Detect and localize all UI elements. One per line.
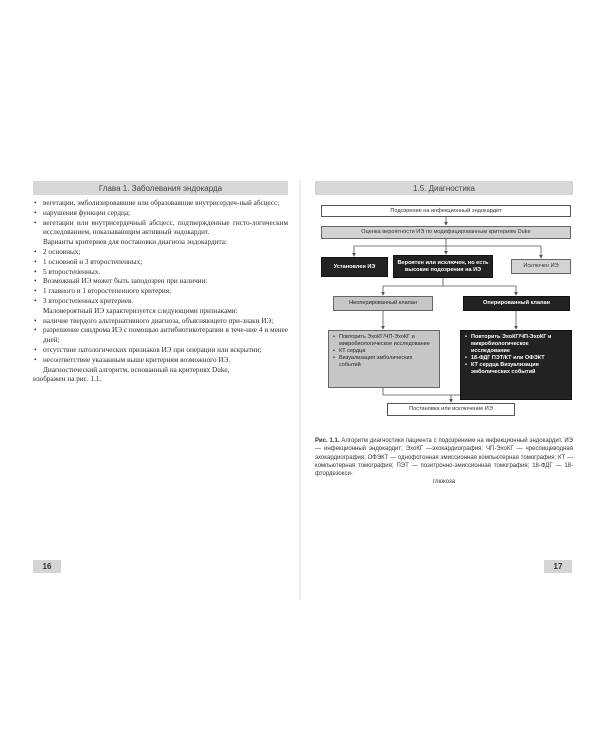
- bullet-text: вегетации или внутрисердечный абсцесс, подтвержденные гисто-логическим исследованием, показывающим активный эндокардит.: [43, 218, 288, 237]
- bullet-item: [33, 326, 288, 346]
- running-header-right: 1.5. Диагностика: [315, 181, 573, 195]
- bullet-marker: •: [34, 199, 37, 207]
- bullet-text: отсутствие патологических признаков ИЭ при операции или вскрытии;: [43, 345, 262, 354]
- arrow-native-list-to-final: [383, 388, 451, 402]
- bullet-marker: •: [34, 287, 37, 296]
- bullet-text: 1 главного и 1 второстепенного критерия;: [43, 287, 172, 296]
- flow-node-final-diagnosis: Постановка или исключение ИЭ: [387, 403, 515, 416]
- bullet-marker: •: [34, 208, 37, 217]
- flow-node-excluded-ie: Исключен ИЭ: [511, 259, 571, 274]
- flow-node-suspicion: Подозрение на инфекционный эндокардит: [321, 205, 571, 217]
- page-number-left: 16: [33, 560, 61, 573]
- bullet-text: несоответствие указанным выше критериям возможного ИЭ.: [43, 355, 231, 364]
- bullet-marker: •: [34, 345, 37, 354]
- bullet-item: [33, 277, 288, 287]
- flow-node-prosthetic-steps: [460, 330, 572, 400]
- arrow-to-native: [383, 278, 443, 295]
- bullet-marker: •: [34, 277, 37, 286]
- arrow-to-prosthetic: [443, 286, 516, 295]
- prosthetic-step: • КТ сердца Визуализация эмболических событий: [465, 362, 567, 376]
- prosthetic-step: • Повторить ЭхоКГ/ЧП-ЭхоКГ и микробиологическое исследование: [465, 334, 567, 355]
- running-header-left: Глава 1. Заболевания эндокарда: [33, 181, 288, 195]
- bullet-text: 1 основной и 3 второстепенных;: [43, 257, 143, 266]
- flow-node-native-steps: [328, 330, 440, 388]
- bullet-item: [33, 356, 288, 366]
- flow-node-probable-ie: Вероятен или исключен, но есть высокие подозрения на ИЭ: [393, 255, 493, 278]
- page-number-right: 17: [544, 560, 572, 573]
- prosthetic-step: • 18-ФДГ ПЭТ/КТ или ОФЭКТ: [465, 355, 567, 362]
- bullet-item: [33, 219, 288, 239]
- bullet-item: [33, 248, 288, 258]
- flow-node-prosthetic-valve: Оперированный клапан: [463, 296, 570, 311]
- bullet-item: [33, 317, 288, 327]
- bullet-item: [33, 346, 288, 356]
- bullet-item: [33, 297, 288, 307]
- bullet-text: 3 второстепенных критериев.: [43, 296, 134, 305]
- flow-node-established-ie: Установлен ИЭ: [321, 257, 388, 277]
- bullet-marker: •: [34, 316, 37, 325]
- caption-label: Рис. 1.1.: [315, 438, 340, 444]
- bullet-marker: •: [34, 296, 37, 305]
- flow-node-probability-assessment: Оценка вероятности ИЭ по модифицированным критериям Duke: [321, 226, 571, 239]
- bullet-marker: •: [34, 267, 37, 276]
- bullet-marker: •: [34, 257, 37, 266]
- native-step: • КТ сердца: [333, 348, 435, 355]
- bullet-item: [33, 199, 288, 209]
- bullet-marker: •: [34, 218, 37, 227]
- bullet-item: [33, 268, 288, 278]
- bullet-marker: •: [34, 247, 37, 256]
- bullet-text: 2 основных;: [43, 247, 81, 256]
- arrow-to-established: [354, 239, 446, 256]
- bullet-text: вегетации, эмболизировавшие или образовавшие внутрисердеч-ный абсцесс;: [43, 199, 280, 207]
- bullet-marker: •: [34, 355, 37, 364]
- caption-text: Алгоритм диагностики пациента с подозрением на инфекционный эндокардит. ИЭ — инфекционный эндокардит; ЭхоКГ —эхокардиография; ЧП-ЭхоКГ — чреспищеводная эхокардиография; ОФЭКТ — однофотонная эмиссионная компьютерная томография; КТ — компьютерная томография; ПЭТ — позитронно-эмиссионная томография; 18-ФДГ — 18-фтордезокси-: [315, 438, 573, 478]
- figure-caption: [315, 437, 573, 487]
- caption-last-line: глюкоза: [432, 479, 456, 486]
- paragraph: Диагностический алгоритм, основанный на критериях Duke,: [43, 365, 230, 374]
- bullet-text: наличие твердого альтернативного диагноза, объясняющего при-знаки ИЭ;: [43, 316, 274, 325]
- paragraph-continuation: изображен на рис. 1.1.: [33, 375, 102, 384]
- bullet-text: разрешение синдрома ИЭ с помощью антибиотикотерапии в тече-ние 4 и менее дней;: [43, 326, 288, 345]
- left-page-body: [33, 199, 288, 385]
- flow-node-native-valve: Неоперированный клапан: [333, 296, 433, 311]
- paragraph: Маловероятный ИЭ характеризуется следующими признаками:: [43, 306, 238, 315]
- right-page: [300, 0, 600, 750]
- bullet-text: нарушения функции сердца;: [43, 208, 131, 217]
- bullet-item: [33, 258, 288, 268]
- bullet-item: [33, 287, 288, 297]
- bullet-item: [33, 209, 288, 219]
- native-step: • Визуализация эмболических событий: [333, 355, 435, 369]
- native-step: • Повторить ЭхоКГ/ЧП-ЭхоКГ и микробиологическое исследование: [333, 334, 435, 348]
- paragraph: Варианты критериев для постановки диагноза эндокардита:: [43, 238, 227, 247]
- bullet-marker: •: [34, 326, 37, 335]
- bullet-text: Возможный ИЭ может быть заподозрен при наличии:: [43, 277, 208, 286]
- bullet-text: 5 второстепенных.: [43, 267, 101, 276]
